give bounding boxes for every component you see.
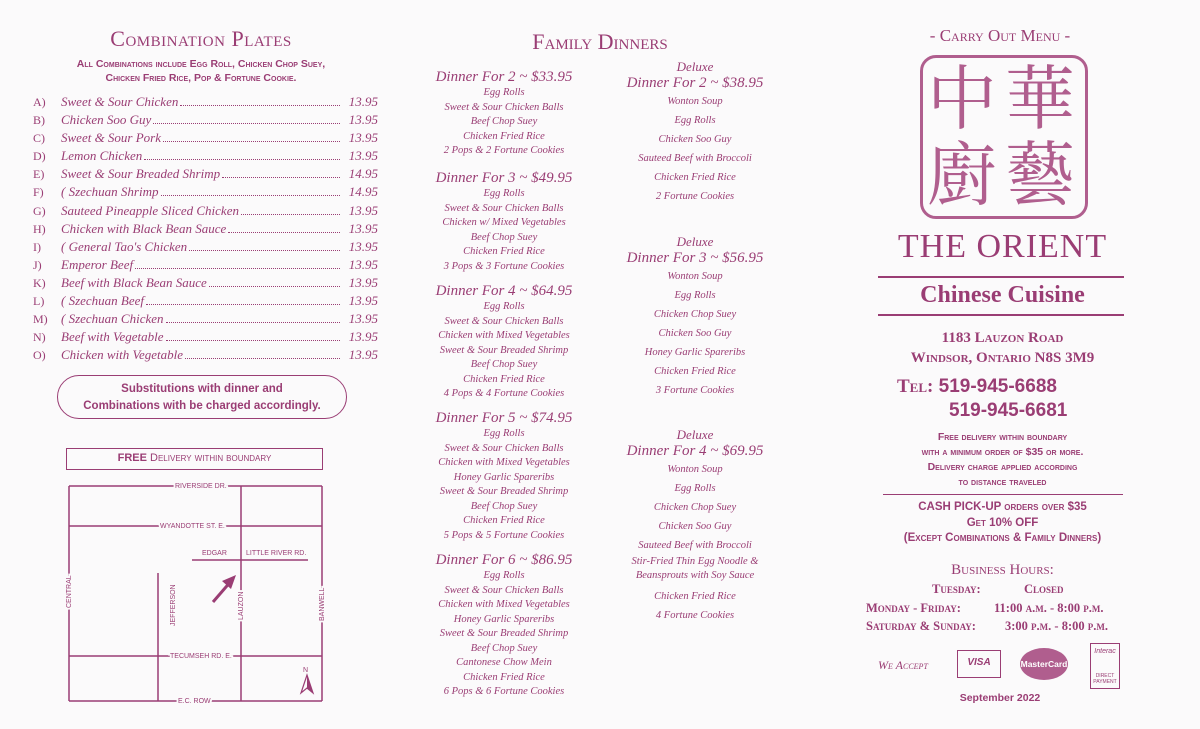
dinner-title: Dinner For 2 ~ $33.95 bbox=[435, 69, 573, 85]
combination-price: 13.95 bbox=[348, 148, 378, 164]
dinner-item: Honey Garlic Spareribs bbox=[644, 347, 746, 358]
dinner-title: Dinner For 4 ~ $69.95 bbox=[626, 443, 764, 459]
hours-row bbox=[866, 580, 1141, 599]
tel-label: Tel: bbox=[897, 376, 934, 397]
delivery-info bbox=[870, 430, 1135, 490]
dinner-item: Chicken Chop Suey bbox=[653, 502, 737, 513]
mastercard-label: MasterCard bbox=[1020, 659, 1068, 669]
dinner-item: Honey Garlic Spareribs bbox=[453, 613, 555, 625]
delivery-map bbox=[60, 478, 330, 710]
interac-label: Interac bbox=[1094, 648, 1116, 655]
dinner-item: Sauteed Beef with Broccoli bbox=[638, 540, 752, 551]
dinner-item: Egg Rolls bbox=[674, 290, 716, 301]
combination-item bbox=[33, 275, 378, 293]
combination-description-line: All Combinations include Egg Roll, Chicken Chop Suey, bbox=[76, 58, 326, 70]
dinner-item: Chicken Fried Rice bbox=[463, 515, 545, 526]
combination-price: 14.95 bbox=[348, 184, 378, 200]
dinner-item: Egg Rolls bbox=[674, 483, 716, 494]
hours-time: 3:00 p.m. - 8:00 p.m. bbox=[1005, 619, 1108, 633]
address bbox=[875, 328, 1130, 368]
cash-line: (Except Combinations & Family Dinners) bbox=[903, 532, 1102, 544]
dinner-item: Chicken Soo Guy bbox=[658, 521, 732, 532]
divider bbox=[878, 314, 1124, 316]
leader-dots bbox=[146, 304, 340, 305]
leader-dots bbox=[222, 177, 340, 178]
hours-day: Tuesday: bbox=[932, 582, 981, 596]
map-label-lauzon: LAUZON bbox=[238, 591, 245, 620]
dinner-item: 4 Fortune Cookies bbox=[655, 610, 735, 621]
hours-row bbox=[866, 617, 1141, 636]
combination-name: Sauteed Pineapple Sliced Chicken bbox=[61, 202, 239, 218]
combination-letter: F) bbox=[33, 185, 44, 200]
dinner-item: 3 Pops & 3 Fortune Cookies bbox=[443, 260, 565, 272]
location-arrow-icon bbox=[213, 575, 236, 602]
combination-item bbox=[33, 239, 378, 257]
leader-dots bbox=[228, 232, 340, 233]
combination-name: Sweet & Sour Pork bbox=[61, 130, 162, 146]
dinner-item: 2 Fortune Cookies bbox=[655, 191, 735, 202]
dinner-item: Sauteed Beef with Broccoli bbox=[638, 153, 752, 164]
combination-letter: B) bbox=[33, 113, 45, 128]
map-roads bbox=[69, 486, 322, 701]
combination-letter: C) bbox=[33, 131, 45, 146]
dinner-title: Dinner For 4 ~ $64.95 bbox=[435, 283, 573, 299]
substitution-notice bbox=[57, 375, 347, 419]
dinner-item: 5 Pops & 5 Fortune Cookies bbox=[443, 529, 565, 541]
dinner-item: Honey Garlic Spareribs bbox=[453, 471, 555, 483]
logo-char: 中 bbox=[927, 58, 997, 140]
combination-item bbox=[33, 329, 378, 347]
combination-price: 13.95 bbox=[348, 293, 378, 309]
dinner-title: Dinner For 6 ~ $86.95 bbox=[435, 552, 573, 568]
map-label-jefferson: JEFFERSON bbox=[170, 584, 177, 626]
dinner-title: Dinner For 5 ~ $74.95 bbox=[435, 410, 573, 426]
delivery-map-title bbox=[66, 448, 323, 470]
dinner-item: Beef Chop Suey bbox=[470, 231, 538, 243]
hours-time: Closed bbox=[1024, 582, 1064, 596]
dinner-item: Chicken with Mixed Vegetables bbox=[438, 457, 570, 468]
dinner-item: Sweet & Sour Chicken Balls bbox=[444, 442, 564, 454]
dinner-for-2 bbox=[404, 68, 604, 159]
dinner-for-3 bbox=[404, 169, 604, 274]
combination-letter: A) bbox=[33, 95, 46, 109]
dinner-item: Chicken Soo Guy bbox=[658, 134, 732, 145]
visa-icon bbox=[957, 650, 1001, 678]
cash-line: Get 10% OFF bbox=[966, 516, 1039, 529]
combination-item bbox=[33, 203, 378, 221]
logo-char: 藝 bbox=[1005, 134, 1075, 216]
dinner-item: Sweet & Sour Chicken Balls bbox=[444, 584, 564, 596]
delivery-line: Free delivery within boundary bbox=[937, 431, 1068, 443]
combination-price: 13.95 bbox=[348, 274, 378, 290]
north-label: N bbox=[303, 667, 309, 674]
combination-name: Emperor Beef bbox=[61, 256, 134, 272]
dinner-item: Wonton Soup bbox=[667, 464, 723, 475]
combination-name: Sweet & Sour Chicken bbox=[61, 94, 179, 109]
combination-price: 13.95 bbox=[348, 94, 378, 109]
dinner-item: Sweet & Sour Chicken Balls bbox=[444, 202, 564, 214]
dinner-title: Dinner For 3 ~ $49.95 bbox=[435, 170, 573, 186]
combination-letter: H) bbox=[33, 221, 46, 236]
hours-time: 11:00 a.m. - 8:00 p.m. bbox=[994, 600, 1104, 615]
combination-letter: J) bbox=[33, 257, 42, 272]
leader-dots bbox=[166, 340, 340, 341]
combination-name: Chicken Soo Guy bbox=[61, 112, 152, 128]
leader-dots bbox=[166, 322, 340, 323]
combination-item bbox=[33, 293, 378, 311]
dinner-item: Beef Chop Suey bbox=[470, 642, 538, 654]
combination-item bbox=[33, 347, 378, 365]
map-label-wyandotte: WYANDOTTE ST. E. bbox=[160, 523, 225, 530]
dinner-item: Egg Rolls bbox=[483, 87, 525, 98]
dinner-item: Chicken with Mixed Vegetables bbox=[438, 599, 570, 610]
combination-name: Chicken with Vegetable bbox=[61, 347, 184, 363]
combination-name: Sweet & Sour Breaded Shrimp bbox=[61, 166, 221, 182]
interac-icon bbox=[1090, 643, 1120, 689]
divider bbox=[878, 276, 1124, 278]
dinner-item: Sweet & Sour Breaded Shrimp bbox=[439, 344, 569, 356]
delivery-line: with a minimum order of $35 or more. bbox=[921, 446, 1084, 458]
dinner-item: Wonton Soup bbox=[667, 96, 723, 107]
dinner-item: Chicken Fried Rice bbox=[463, 130, 545, 142]
combination-letter: E) bbox=[33, 167, 45, 182]
restaurant-name: THE ORIENT bbox=[897, 228, 1108, 265]
north-arrow-icon bbox=[301, 675, 313, 693]
dinner-item: Beef Chop Suey bbox=[470, 500, 538, 512]
deluxe-label: Deluxe bbox=[676, 427, 714, 442]
map-label-central: CENTRAL bbox=[66, 575, 73, 608]
combination-name: Chicken with Black Bean Sauce bbox=[61, 220, 227, 236]
combination-plates-description bbox=[40, 57, 362, 85]
leader-dots bbox=[189, 250, 340, 251]
combination-plates-title: Combination Plates bbox=[110, 26, 292, 51]
business-hours-title: Business Hours: bbox=[951, 562, 1054, 578]
address-line: Windsor, Ontario N8S 3M9 bbox=[910, 350, 1095, 366]
deluxe-dinner-for-4 bbox=[595, 428, 795, 625]
interac-sub-label: DIRECT PAYMENT bbox=[1093, 673, 1117, 685]
dinner-item: Wonton Soup bbox=[667, 271, 723, 282]
combination-letter: G) bbox=[33, 203, 46, 218]
dinner-item: 4 Pops & 4 Fortune Cookies bbox=[443, 388, 565, 399]
dinner-item: 2 Pops & 2 Fortune Cookies bbox=[443, 145, 565, 156]
mastercard-icon bbox=[1020, 648, 1068, 680]
visa-label: VISA bbox=[967, 657, 991, 668]
dinner-item: Sweet & Sour Chicken Balls bbox=[444, 101, 564, 113]
combination-item bbox=[33, 184, 378, 202]
combination-item bbox=[33, 166, 378, 184]
phone-numbers bbox=[897, 375, 1127, 423]
combination-price: 13.95 bbox=[348, 311, 378, 327]
dinner-item: Sweet & Sour Chicken Balls bbox=[444, 315, 564, 327]
dinner-item: Chicken w/ Mixed Vegetables bbox=[442, 217, 566, 228]
map-label-little-river: LITTLE RIVER RD. bbox=[246, 550, 307, 557]
combination-name: Beef with Black Bean Sauce bbox=[61, 274, 207, 290]
combination-price: 13.95 bbox=[348, 220, 378, 236]
dinner-item: Chicken Fried Rice bbox=[463, 671, 545, 683]
leader-dots bbox=[144, 159, 340, 160]
combination-price: 13.95 bbox=[348, 256, 378, 272]
combination-price: 13.95 bbox=[348, 238, 378, 254]
combination-letter: L) bbox=[33, 294, 45, 309]
combination-name: ( General Tao's Chicken bbox=[61, 238, 188, 254]
combination-name: ( Szechuan Beef bbox=[61, 293, 145, 309]
free-label: FREE bbox=[117, 452, 147, 464]
combination-price: 13.95 bbox=[348, 112, 378, 128]
dinner-item: 3 Fortune Cookies bbox=[655, 385, 735, 396]
dinner-item: 6 Pops & 6 Fortune Cookies bbox=[443, 686, 565, 697]
dinner-item: Chicken Fried Rice bbox=[654, 591, 736, 602]
combination-letter: I) bbox=[33, 239, 41, 254]
leader-dots bbox=[180, 105, 340, 106]
combination-letter: D) bbox=[33, 149, 46, 164]
carry-out-menu-heading: - Carry Out Menu - bbox=[929, 26, 1071, 45]
dinner-item: Chicken Chop Suey bbox=[653, 309, 737, 320]
delivery-boundary-label: Delivery within boundary bbox=[146, 452, 272, 464]
business-hours bbox=[866, 580, 1141, 636]
leader-dots bbox=[153, 123, 340, 124]
combination-item bbox=[33, 130, 378, 148]
combination-price: 13.95 bbox=[348, 202, 378, 218]
menu-date: September 2022 bbox=[959, 692, 1041, 704]
deluxe-label: Deluxe bbox=[676, 59, 714, 74]
hours-row bbox=[866, 599, 1141, 618]
substitution-line: Substitutions with dinner and bbox=[121, 383, 283, 395]
combination-item bbox=[33, 148, 378, 166]
cash-pickup-offer bbox=[870, 500, 1135, 547]
combination-item bbox=[33, 112, 378, 130]
combination-name: Lemon Chicken bbox=[61, 148, 143, 164]
cuisine-label: Chinese Cuisine bbox=[920, 282, 1085, 308]
combination-list bbox=[33, 94, 378, 365]
logo-char: 華 bbox=[1005, 58, 1075, 140]
dinner-item: Chicken Soo Guy bbox=[658, 328, 732, 339]
dinner-title: Dinner For 3 ~ $56.95 bbox=[626, 250, 764, 266]
combination-letter: O) bbox=[33, 348, 46, 363]
leader-dots bbox=[135, 268, 340, 269]
divider bbox=[883, 494, 1123, 495]
dinner-item: Sweet & Sour Breaded Shrimp bbox=[439, 486, 569, 497]
dinner-item: Beansprouts with Soy Sauce bbox=[635, 570, 755, 581]
dinner-item: Sweet & Sour Breaded Shrimp bbox=[439, 628, 569, 639]
deluxe-dinner-for-3 bbox=[595, 235, 795, 400]
logo-char: 廚 bbox=[927, 134, 997, 216]
we-accept-label: We Accept bbox=[878, 658, 928, 672]
dinner-item: Chicken with Mixed Vegetables bbox=[438, 330, 570, 341]
map-label-riverside: RIVERSIDE DR. bbox=[175, 483, 227, 490]
combination-item bbox=[33, 94, 378, 112]
combination-letter: M) bbox=[33, 312, 48, 327]
leader-dots bbox=[161, 195, 341, 196]
combination-price: 13.95 bbox=[348, 347, 378, 363]
combination-letter: N) bbox=[33, 330, 46, 345]
combination-letter: K) bbox=[33, 275, 46, 290]
dinner-item: Cantonese Chow Mein bbox=[456, 657, 552, 668]
map-label-banwell: BANWELL bbox=[319, 587, 326, 621]
leader-dots bbox=[209, 286, 340, 287]
leader-dots bbox=[241, 214, 340, 215]
leader-dots bbox=[163, 141, 340, 142]
dinner-item: Chicken Fried Rice bbox=[654, 172, 736, 183]
combination-price: 13.95 bbox=[348, 329, 378, 345]
combination-price: 14.95 bbox=[348, 166, 378, 182]
family-dinners-title: Family Dinners bbox=[532, 29, 668, 54]
combination-item bbox=[33, 221, 378, 239]
dinner-item: Stir-Fried Thin Egg Noodle & bbox=[631, 556, 759, 567]
dinner-for-4 bbox=[404, 282, 604, 402]
combination-description-line: Chicken Fried Rice, Pop & Fortune Cookie. bbox=[105, 72, 297, 84]
dinner-item: Egg Rolls bbox=[483, 188, 525, 199]
dinner-item: Egg Rolls bbox=[674, 115, 716, 126]
combination-name: ( Szechuan Shrimp bbox=[61, 184, 159, 200]
dinner-for-6 bbox=[404, 551, 604, 700]
deluxe-dinner-for-2 bbox=[595, 60, 795, 206]
map-label-tecumseh: TECUMSEH RD. E. bbox=[170, 653, 232, 660]
dinner-item: Egg Rolls bbox=[483, 570, 525, 581]
substitution-line: Combinations with be charged accordingly. bbox=[83, 400, 321, 412]
hours-day: Saturday & Sunday: bbox=[866, 619, 976, 633]
hours-day: Monday - Friday: bbox=[866, 600, 961, 615]
map-label-edgar: EDGAR bbox=[202, 550, 227, 557]
phone-number[interactable]: 519-945-6681 bbox=[949, 400, 1068, 421]
deluxe-label: Deluxe bbox=[676, 234, 714, 249]
address-line: 1183 Lauzon Road bbox=[941, 330, 1064, 346]
combination-price: 13.95 bbox=[348, 130, 378, 146]
combination-item bbox=[33, 311, 378, 329]
combination-name: ( Szechuan Chicken bbox=[61, 311, 164, 327]
dinner-item: Beef Chop Suey bbox=[470, 359, 538, 370]
dinner-item: Egg Rolls bbox=[483, 428, 525, 439]
combination-name: Beef with Vegetable bbox=[61, 329, 164, 345]
dinner-item: Egg Rolls bbox=[483, 301, 525, 312]
dinner-item: Beef Chop Suey bbox=[470, 116, 538, 127]
map-label-ec-row: E.C. ROW bbox=[178, 698, 211, 705]
dinner-item: Chicken Fried Rice bbox=[463, 246, 545, 257]
leader-dots bbox=[185, 358, 340, 359]
dinner-title: Dinner For 2 ~ $38.95 bbox=[626, 75, 764, 91]
phone-number[interactable]: 519-945-6688 bbox=[938, 376, 1057, 397]
delivery-line: Delivery charge applied according bbox=[927, 461, 1078, 473]
restaurant-logo bbox=[920, 55, 1088, 219]
combination-item bbox=[33, 257, 378, 275]
delivery-line: to distance traveled bbox=[958, 476, 1047, 488]
dinner-item: Chicken Fried Rice bbox=[654, 366, 736, 377]
cash-line: CASH PICK-UP orders over $35 bbox=[918, 501, 1087, 513]
dinner-for-5 bbox=[404, 409, 604, 543]
dinner-item: Chicken Fried Rice bbox=[463, 373, 545, 385]
